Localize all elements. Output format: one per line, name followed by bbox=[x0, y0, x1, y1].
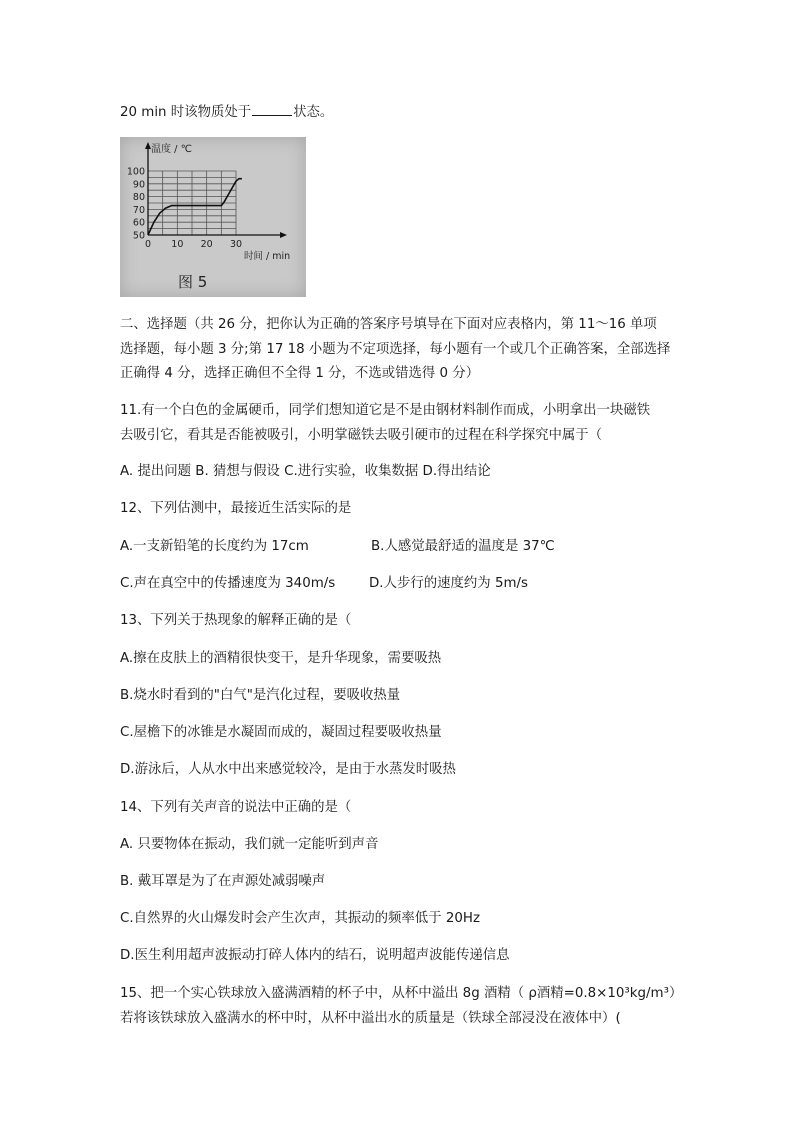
q13-option-d: D.游泳后，人从水中出来感觉较冷，是由于水蒸发时吸热 bbox=[120, 762, 456, 777]
q14-stem: 14、下列有关声音的说法中正确的是（ bbox=[120, 800, 352, 815]
q10-text-before: 20 min 时该物质处于 bbox=[120, 105, 252, 120]
y-tick-label: 50 bbox=[132, 230, 145, 242]
q14-option-b: B. 戴耳罩是为了在声源处减弱噪声 bbox=[120, 874, 326, 889]
section2-instructions-line1: 二、选择题（共 26 分，把你认为正确的答案序号填导在下面对应表格内，第 11～16 单项 bbox=[120, 317, 657, 332]
q13-stem: 13、下列关于热现象的解释正确的是（ bbox=[120, 613, 352, 628]
q14-option-c: C.自然界的火山爆发时会产生次声，其振动的频率低于 20Hz bbox=[120, 911, 480, 926]
q15-stem-line2: 若将该铁球放入盛满水的杯中时，从杯中溢出水的质量是（铁球全部浸没在液体中）( bbox=[120, 1011, 621, 1026]
figure-5-temperature-graph bbox=[120, 137, 306, 297]
q13-option-c: C.屋檐下的冰锥是水凝固而成的，凝固过程要吸收热量 bbox=[120, 725, 442, 740]
q15-stem-line1: 15、把一个实心铁球放入盛满酒精的杯子中，从杯中溢出 8g 酒精（ ρ酒精=0.8×10³kg/m³） bbox=[120, 986, 683, 1001]
section2-instructions-line2: 选择题，每小题 3 分;第 17 18 小题为不定项选择，每小题有一个或几个正确答案，全部选择 bbox=[120, 342, 671, 357]
q13-option-a: A.擦在皮肤上的酒精很快变干，是升华现象，需要吸热 bbox=[120, 651, 442, 666]
x-tick-label: 30 bbox=[229, 239, 243, 250]
x-tick-label: 0 bbox=[144, 239, 152, 250]
q12-option-b: B.人感觉最舒适的温度是 37℃ bbox=[371, 539, 555, 554]
temperature-curve bbox=[148, 179, 242, 235]
q10-text-after: 状态。 bbox=[293, 105, 334, 120]
q12-option-a: A.一支新铅笔的长度约为 17cm bbox=[120, 539, 309, 554]
q11-stem-line2: 去吸引它，看其是否能被吸引，小明掌磁铁去吸引硬市的过程在科学探究中属于（ bbox=[120, 428, 603, 443]
section2-instructions-line3: 正确得 4 分，选择正确但不全得 1 分，不选或错选得 0 分） bbox=[120, 366, 480, 381]
q11-options: A. 提出问题 B. 猜想与假设 C.进行实验，收集数据 D.得出结论 bbox=[120, 464, 491, 479]
y-tick-label: 60 bbox=[132, 217, 145, 229]
x-axis-arrow bbox=[280, 232, 287, 238]
q11-stem-line1: 11.有一个白色的金属硬币，同学们想知道它是不是由钢材料制作而成，小明拿出一块磁铁 bbox=[120, 403, 651, 418]
q14-option-d: D.医生利用超声波振动打碎人体内的结石，说明超声波能传递信息 bbox=[120, 948, 510, 963]
q14-option-a: A. 只要物体在振动，我们就一定能听到声音 bbox=[120, 837, 379, 852]
y-tick-label: 90 bbox=[132, 179, 145, 191]
y-tick-label: 70 bbox=[132, 204, 145, 216]
x-tick-label: 10 bbox=[171, 239, 184, 250]
y-tick-label: 80 bbox=[132, 192, 145, 204]
y-axis-label: 温度 / ℃ bbox=[151, 144, 192, 155]
q12-option-c: C.声在真空中的传播速度为 340m/s bbox=[120, 576, 336, 591]
x-axis-label: 时间 / min bbox=[244, 251, 291, 262]
q13-option-b: B.烧水时看到的"白气"是汽化过程，要吸收热量 bbox=[120, 688, 401, 703]
answer-blank[interactable] bbox=[252, 102, 292, 116]
q12-stem: 12、下列估测中，最接近生活实际的是 bbox=[120, 501, 352, 516]
x-tick-label: 20 bbox=[200, 239, 213, 250]
q10-fill-line bbox=[120, 102, 333, 122]
q12-option-d: D.人步行的速度约为 5m/s bbox=[369, 576, 529, 591]
temperature-time-chart bbox=[120, 137, 306, 297]
figure-caption: 图 5 bbox=[178, 273, 208, 291]
y-tick-label: 100 bbox=[126, 166, 145, 178]
